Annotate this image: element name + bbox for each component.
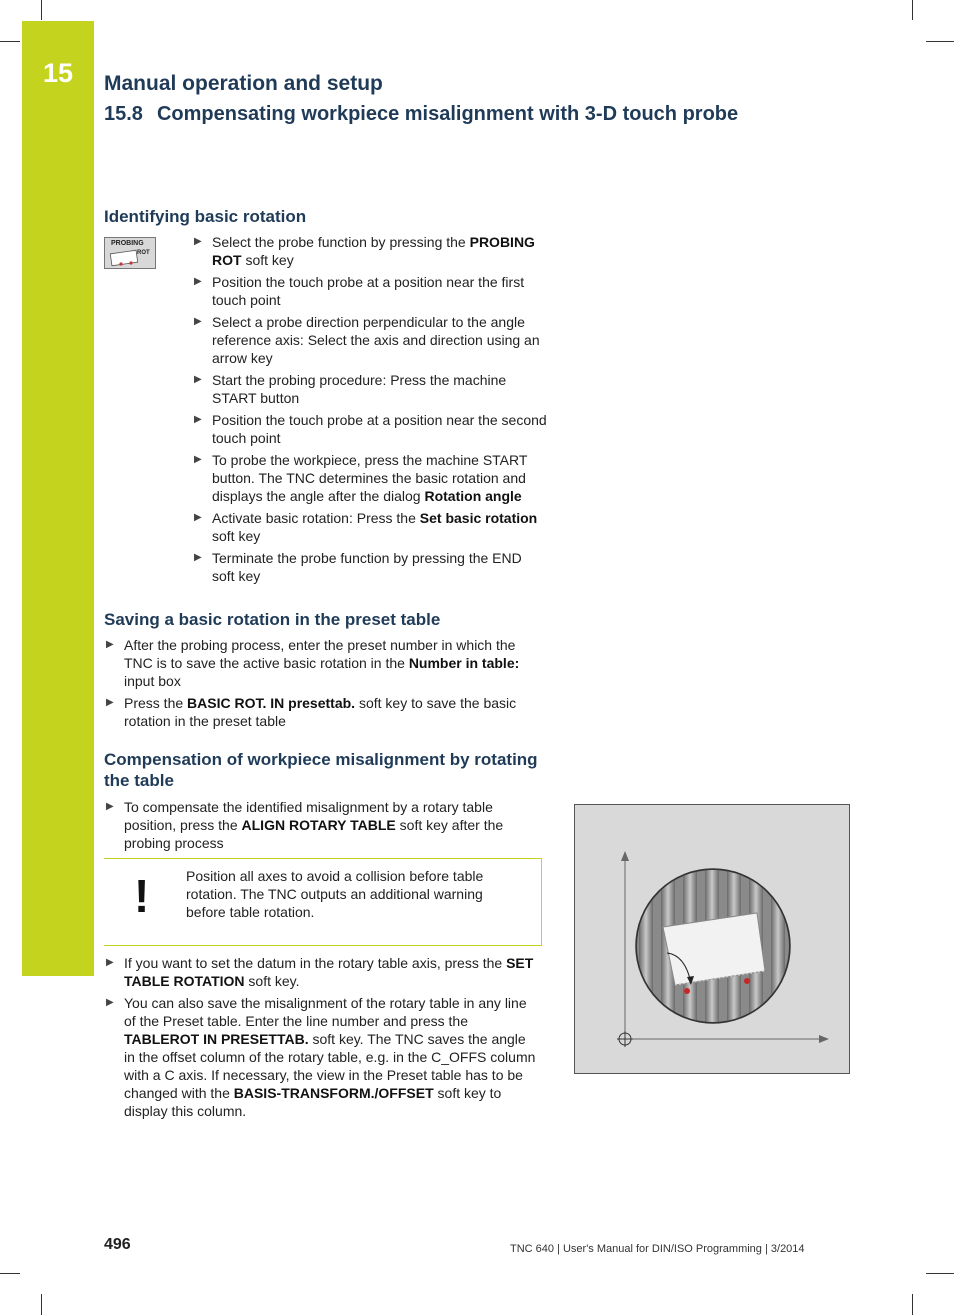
list-item: ▶ To compensate the identified misalignment by a rotary table position, press the ALIGN ROTARY TABLE soft key after the probing process: [106, 799, 504, 851]
list-item: ▶ To probe the workpiece, press the machine START button. The TNC determines the basic rotation and displays the angle after the dialog Rotation angle: [194, 452, 528, 504]
section-title: [104, 103, 738, 126]
heading-compensation-rotating-table: Compensation of workpiece misalignment by rotating the table: [104, 750, 538, 790]
arrow-right-icon: ▶: [194, 414, 202, 425]
list-item: ▶ If you want to set the datum in the rotary table axis, press the SET TABLE ROTATION soft key.: [106, 955, 534, 989]
exclamation-icon: !: [134, 870, 150, 922]
arrow-right-icon: ▶: [106, 957, 114, 968]
section-number: 15.8: [104, 103, 143, 125]
crop-mark: [0, 41, 20, 42]
list-item: ▶ Position the touch probe at a position near the first touch point: [194, 274, 525, 308]
arrow-right-icon: ▶: [194, 552, 202, 563]
section-title-text: Compensating workpiece misalignment with 3-D touch probe: [156, 103, 739, 125]
steps-list-section3a: [104, 798, 524, 856]
steps-list-section3b: [104, 954, 540, 1124]
list-item: ▶ Position the touch probe at a position near the second touch point: [194, 412, 547, 446]
arrow-right-icon: ▶: [106, 697, 114, 708]
softkey-label-line2: ROT: [137, 250, 150, 256]
list-item: ▶ Select the probe function by pressing the PROBING ROT soft key: [194, 234, 535, 268]
arrow-right-icon: ▶: [194, 276, 202, 287]
arrow-right-icon: ▶: [106, 997, 114, 1008]
crop-mark: [0, 1273, 20, 1274]
crop-mark: [912, 1294, 913, 1315]
warning-text: Position all axes to avoid a collision before table rotation. The TNC outputs an additional warning before table rotation.: [186, 868, 484, 920]
rotary-table-illustration: [574, 804, 850, 1074]
crop-mark: [41, 0, 42, 20]
crop-mark: [912, 0, 913, 20]
rotary-table-diagram: [575, 805, 849, 1073]
list-item: ▶ Start the probing procedure: Press the machine START button: [194, 372, 507, 406]
arrow-right-icon: ▶: [194, 374, 202, 385]
arrow-right-icon: ▶: [106, 639, 114, 650]
list-item: ▶ Terminate the probe function by pressing the END soft key: [194, 550, 522, 584]
arrow-right-icon: ▶: [194, 236, 202, 247]
page-number: 496: [104, 1236, 131, 1253]
arrow-right-icon: ▶: [194, 316, 202, 327]
list-item: ▶ Activate basic rotation: Press the Set basic rotation soft key: [194, 510, 538, 544]
list-item: ▶ Select a probe direction perpendicular to the angle reference axis: Select the axis and direction using an arrow key: [194, 314, 540, 366]
heading-saving-basic-rotation: Saving a basic rotation in the preset table: [104, 610, 441, 629]
footer-text: TNC 640 | User's Manual for DIN/ISO Programming | 3/2014: [510, 1243, 805, 1255]
arrow-right-icon: ▶: [194, 454, 202, 465]
list-item: ▶ You can also save the misalignment of the rotary table in any line of the Preset table. Enter the line number and press the TABLEROT IN PRESETTAB. soft key. The TNC saves the angle in the offset column of the rotary table, e.g. in the C_OFFS column with a C axis. If necessary, the view in the Preset table has to be changed with the BASIS-TRANSFORM./OFFSET soft key to display this column.: [106, 995, 536, 1119]
list-item: ▶ After the probing process, enter the preset number in which the TNC is to save the active basic rotation in the Number in table: input box: [106, 637, 520, 689]
arrow-right-icon: ▶: [106, 801, 114, 812]
softkey-label-line1: PROBING: [111, 240, 144, 247]
chapter-title: Manual operation and setup: [104, 72, 383, 95]
probing-rot-softkey-image: [104, 237, 156, 269]
crop-mark: [41, 1294, 42, 1315]
chapter-number: 15: [42, 58, 74, 88]
steps-list-section2: [104, 636, 544, 734]
warning-note: [104, 858, 542, 946]
crop-mark: [926, 41, 954, 42]
steps-list-section1: [192, 233, 547, 589]
arrow-right-icon: ▶: [194, 512, 202, 523]
list-item: ▶ Press the BASIC ROT. IN presettab. soft key to save the basic rotation in the preset table: [106, 695, 517, 729]
heading-identifying-basic-rotation: Identifying basic rotation: [104, 207, 307, 226]
chapter-tab: [22, 21, 94, 976]
crop-mark: [926, 1273, 954, 1274]
